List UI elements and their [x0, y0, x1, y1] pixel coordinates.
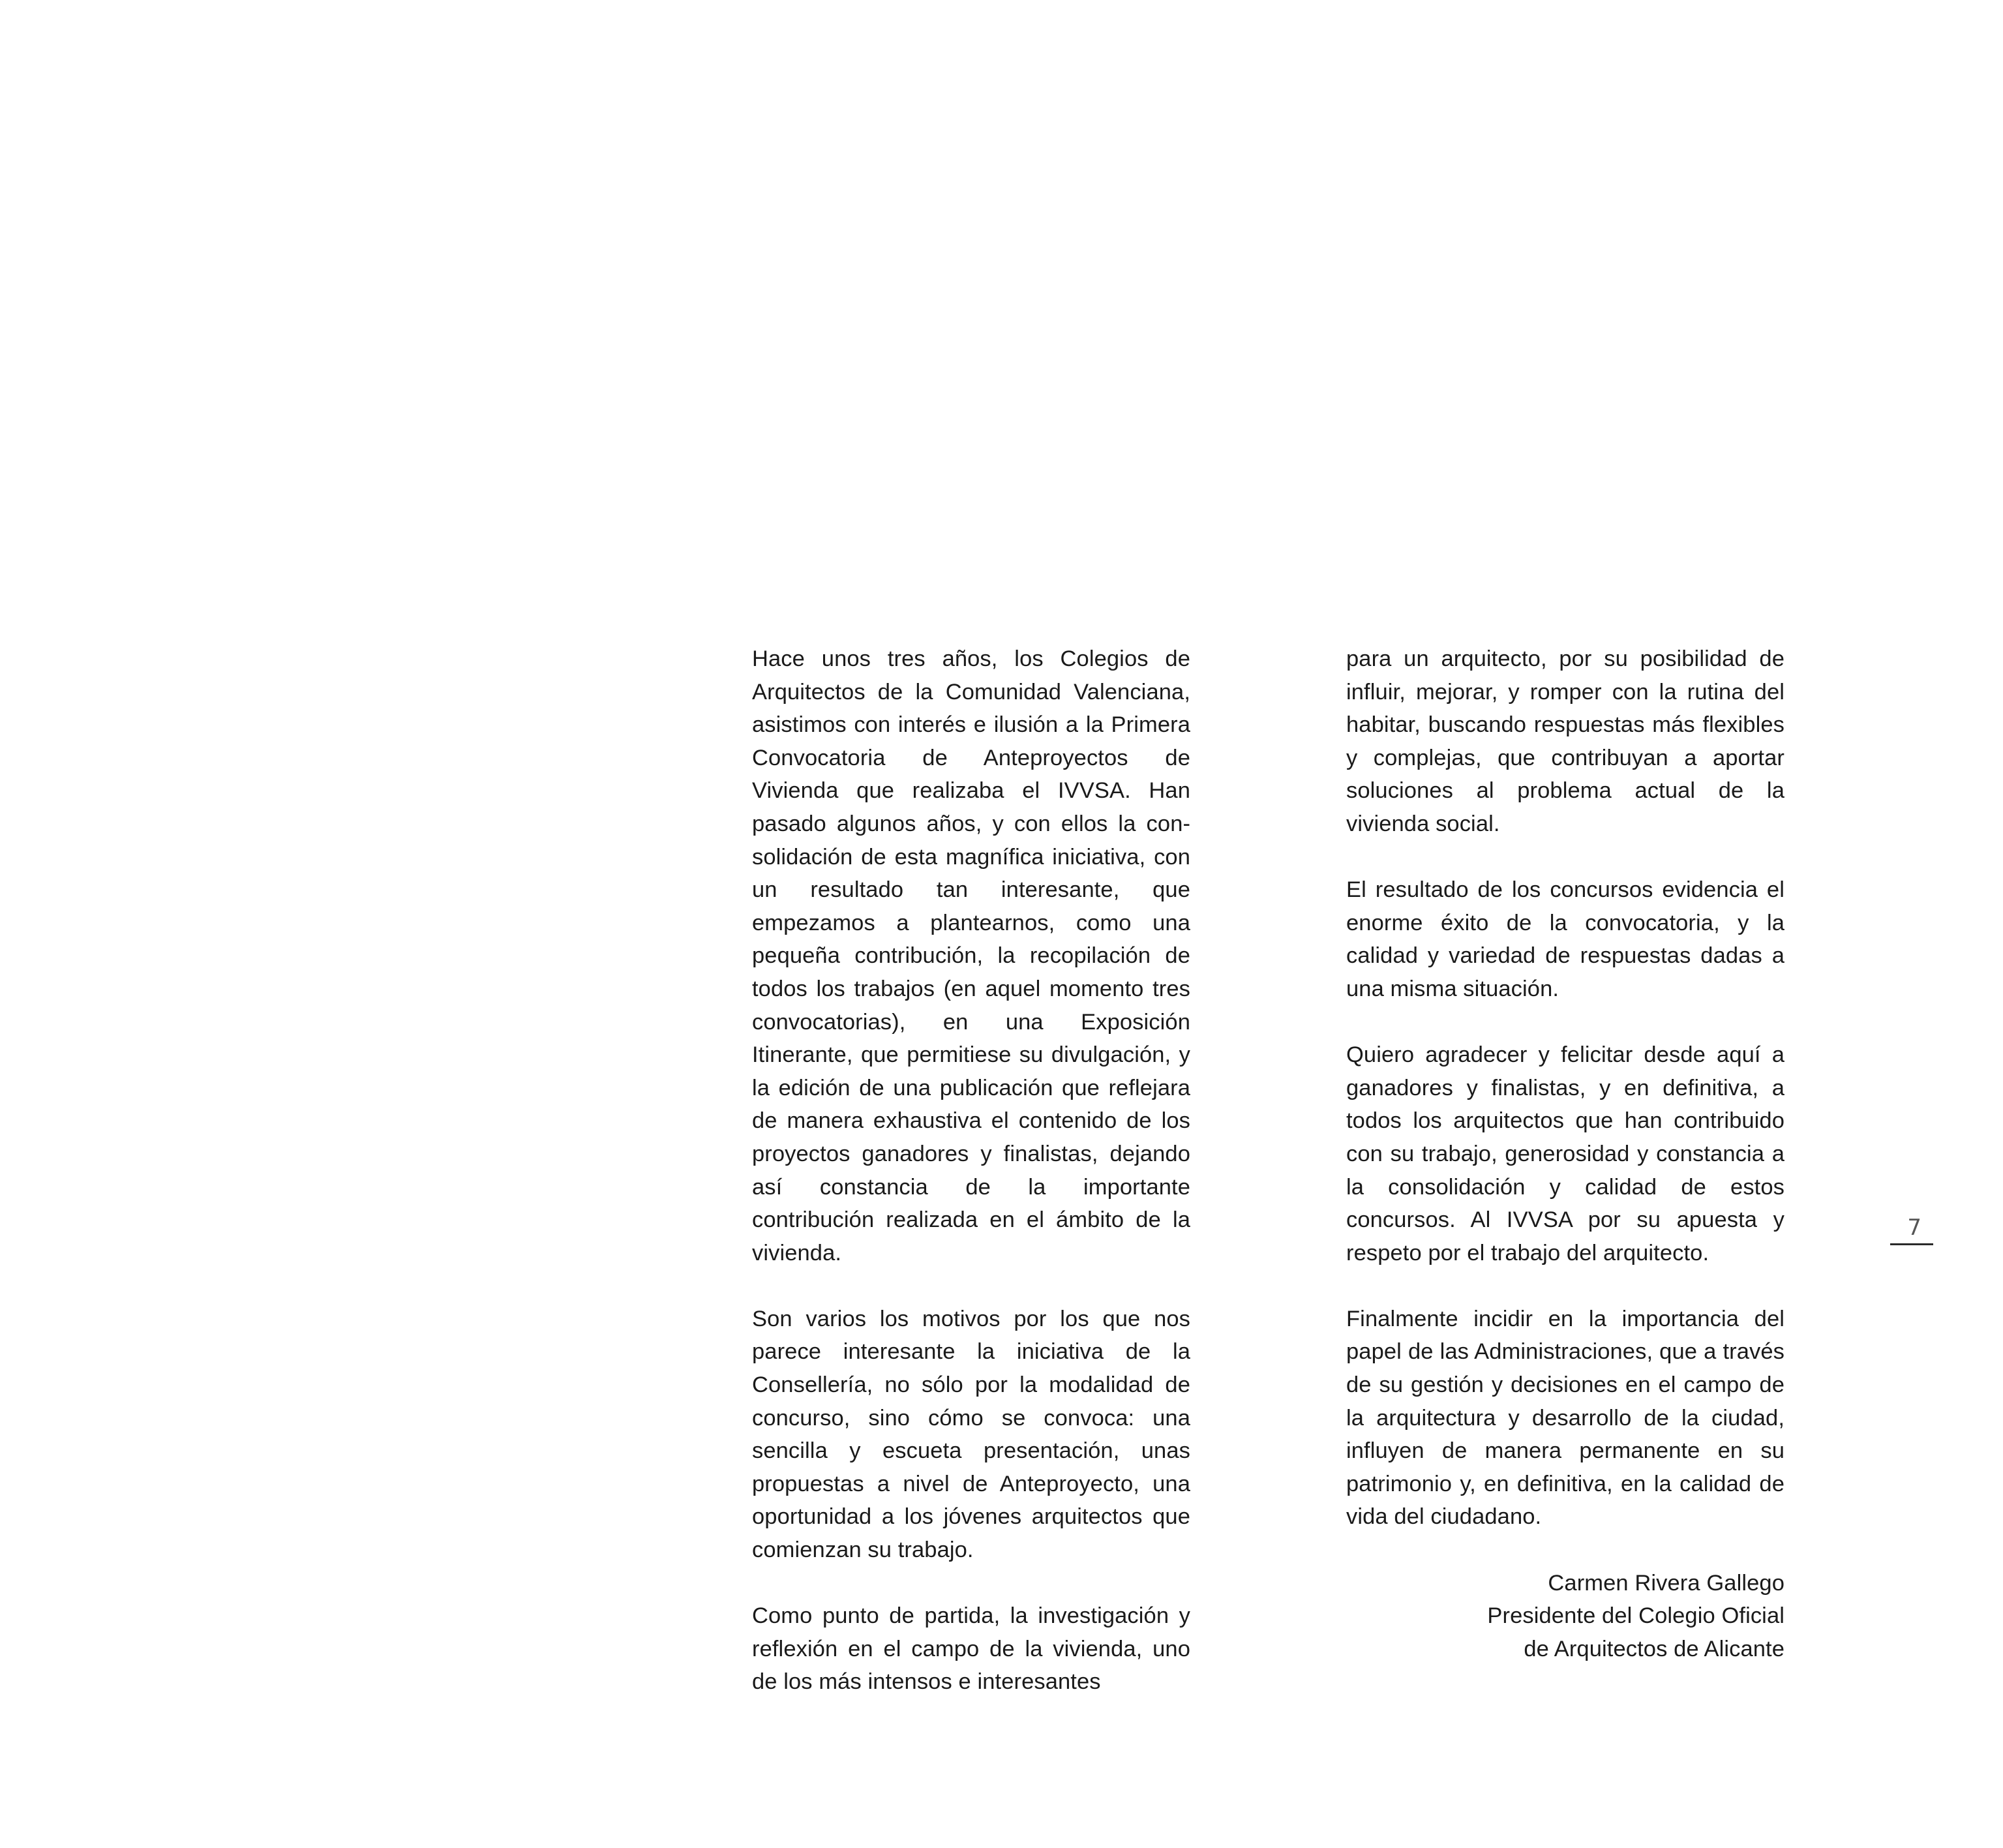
page-number-marker — [1890, 1215, 1933, 1245]
signature-block — [1346, 1567, 1785, 1666]
body-paragraph: Hace unos tres años, los Colegios de Arquitectos de la Comunidad Valenciana, asistimos con interés e ilusión a la Primera Convocatoria de Anteproyectos de Vivienda que realizaba el IVVSA. Han pasado algunos años, y con ellos la consolidación de esta magnífica iniciativa, con un resultado tan interesante, que empezamos a plantearnos, como una pequeña contribución, la recopilación de todos los trabajos (en aquel momento tres convocatorias), en una Exposición Itinerante, que permitiese su divulgación, y la edición de una publicación que reflejara de manera exhaustiva el contenido de los proyectos ganadores y finalistas, dejando así constancia de la importante contribución realizada en el ámbito de la vivienda. — [752, 646, 1190, 1265]
page-number-rule — [1890, 1243, 1933, 1245]
signature-title: Presidente del Colegio Oficial — [1487, 1603, 1785, 1629]
body-paragraph: Son varios los motivos por los que nos parece interesante la iniciativa de la Consellería, no sólo por la modalidad de concurso, sino cómo se convoca: una sencilla y escueta presentación, unas propuestas a nivel de Anteproyecto, una oportunidad a los jóvenes arquitectos que comienzan su trabajo. — [752, 1306, 1190, 1563]
body-paragraph: El resultado de los concursos evidencia el enorme éxito de la convocatoria, y la calidad y variedad de respuestas dadas a una misma situación. — [1346, 877, 1785, 1001]
body-paragraph: Finalmente incidir en la importancia del papel de las Administraciones, que a través de su gestión y decisiones en el campo de la arquitectura y desarrollo de la ciudad, influyen de manera permanente en su patrimonio y, en definitiva, en la calidad de vida del ciudadano. — [1346, 1306, 1785, 1530]
body-paragraph: Como punto de partida, la investigación y reflexión en el campo de la vivienda, uno de los más intensos e interesantes — [752, 1603, 1190, 1695]
page-number: 7 — [1907, 1215, 1921, 1241]
right-text-column — [1346, 643, 1785, 1665]
signature-organization: de Arquitectos de Alicante — [1524, 1636, 1785, 1661]
left-text-column — [752, 643, 1190, 1732]
body-paragraph: Quiero agradecer y felicitar desde aquí a ganadores y finalistas, y en definitiva, a todos los arquitectos que han contribuido con su trabajo, generosidad y constancia a la consolidación y calidad de estos concursos. Al IVVSA por su apuesta y respeto por el trabajo del arquitecto. — [1346, 1042, 1785, 1265]
signature-name: Carmen Rivera Gallego — [1548, 1570, 1785, 1596]
body-paragraph: para un arquitecto, por su posibilidad de influir, mejorar, y romper con la rutina del habitar, buscando respuestas más flexibles y complejas, que contribuyan a aportar soluciones al problema actual de la vivienda social. — [1346, 646, 1785, 836]
